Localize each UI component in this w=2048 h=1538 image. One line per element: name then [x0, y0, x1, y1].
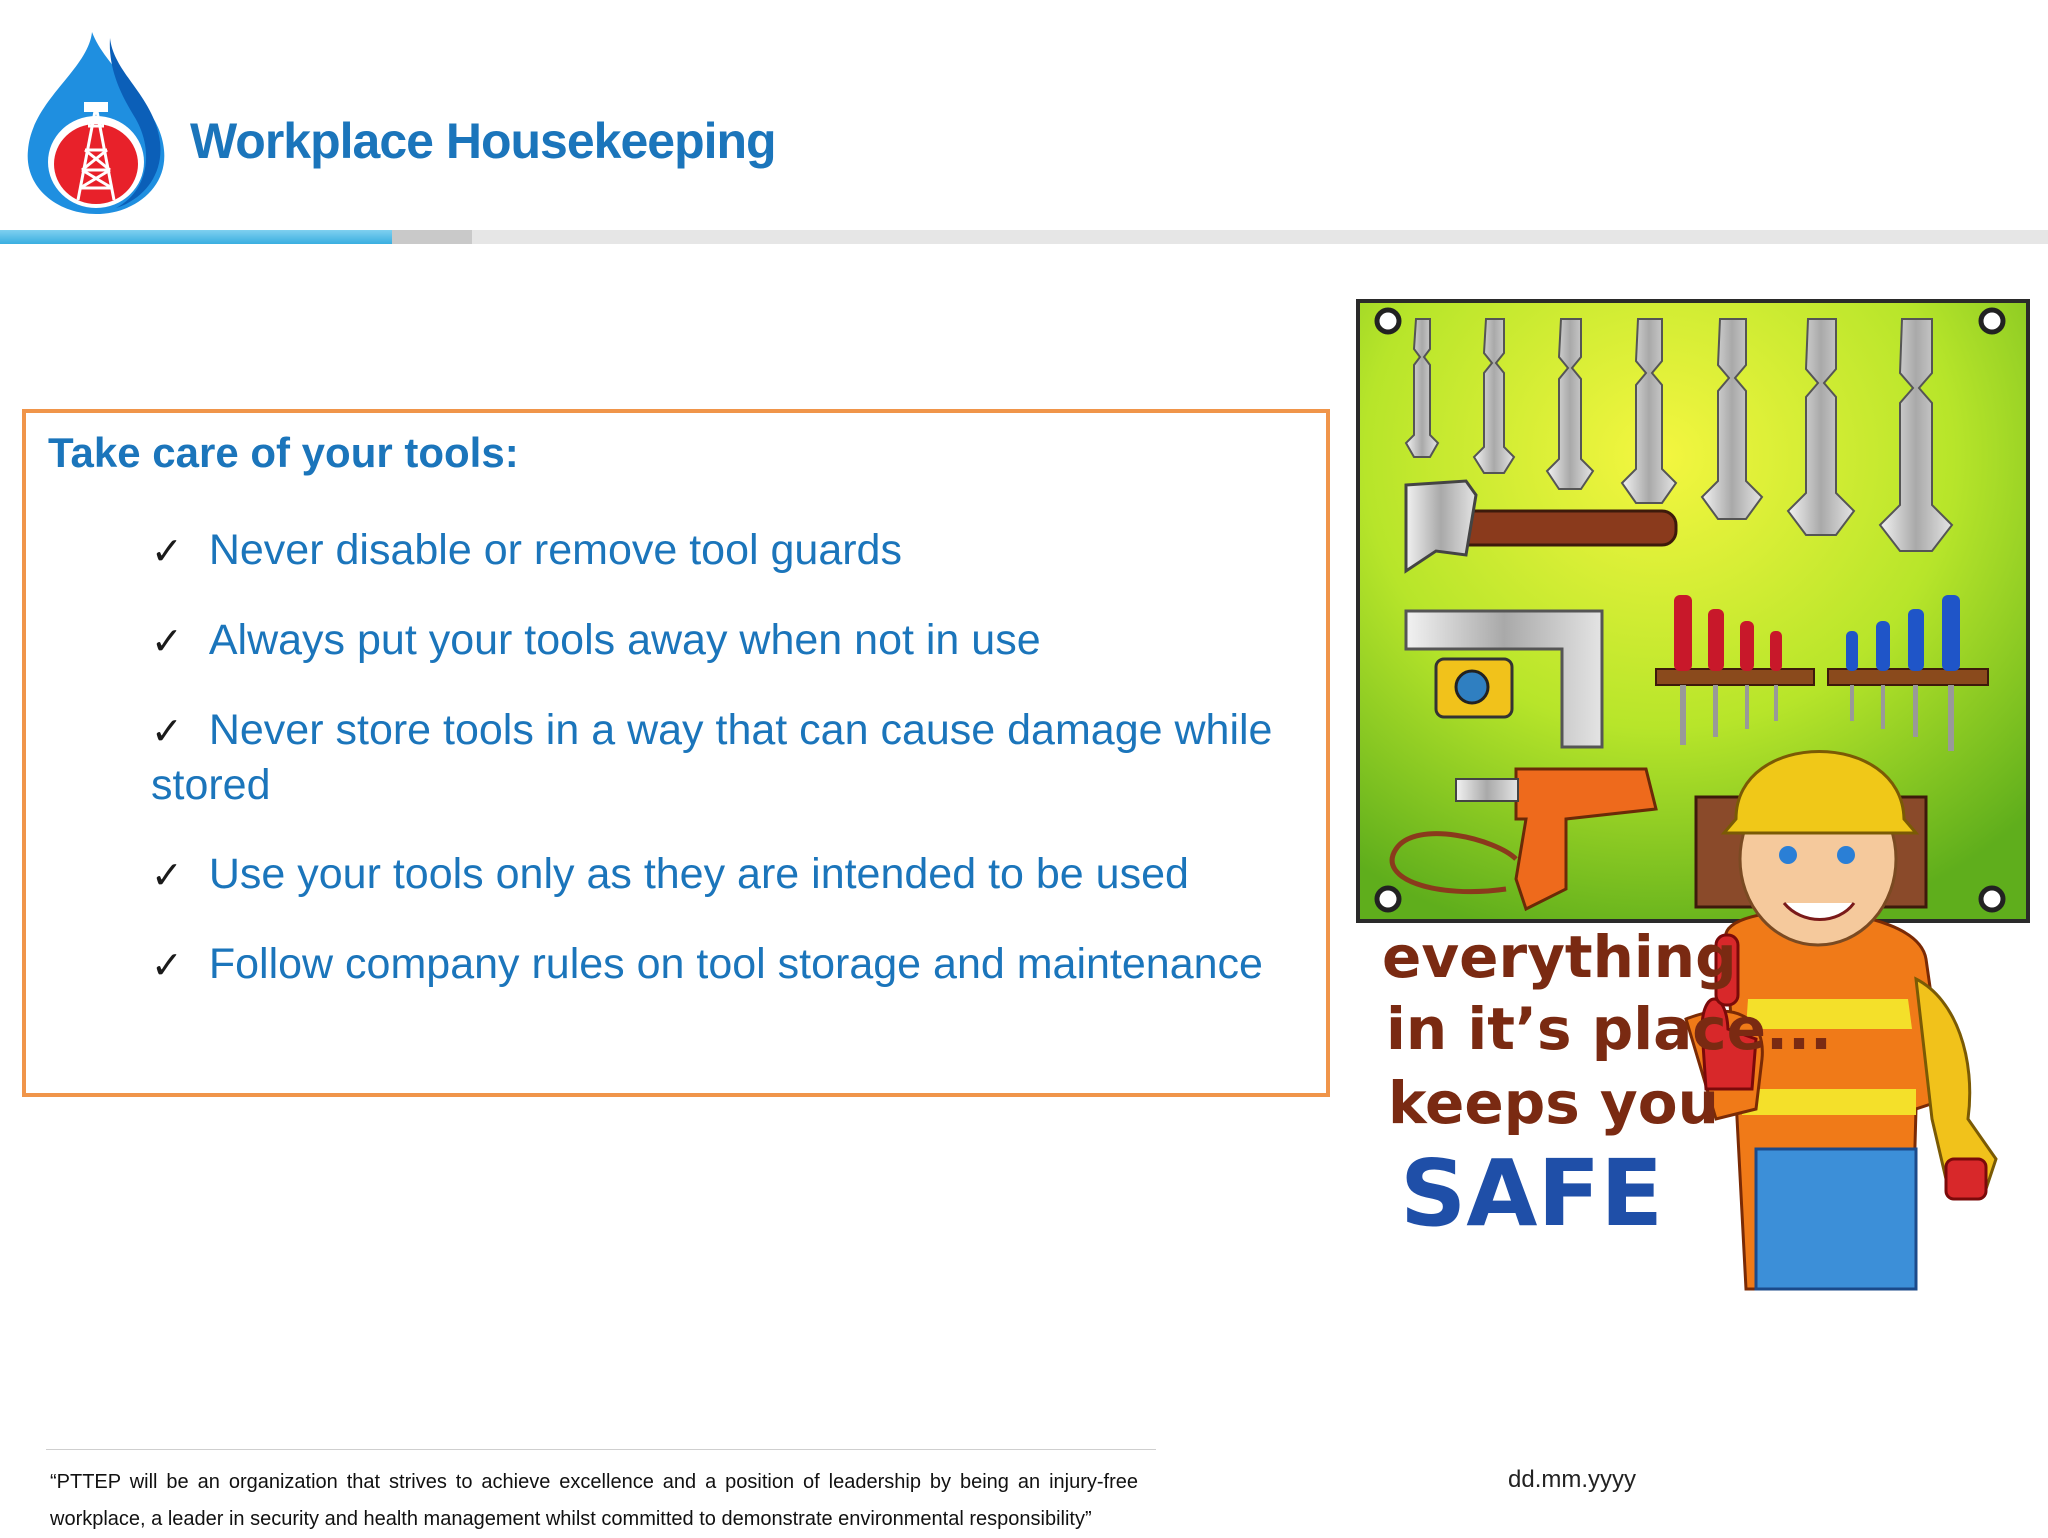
slogan-line-4: SAFE	[1400, 1140, 1664, 1247]
company-logo-icon	[22, 30, 172, 216]
checkmark-icon: ✓	[151, 619, 183, 663]
checkmark-icon: ✓	[151, 943, 183, 987]
list-item-text: Never store tools in a way that can cause damage while stored	[151, 706, 1273, 809]
list-item	[151, 703, 1311, 812]
list-item-text: Always put your tools away when not in use	[208, 616, 1041, 664]
footer-divider	[46, 1449, 1156, 1450]
checkmark-icon: ✓	[151, 853, 183, 897]
list-item	[151, 937, 1311, 992]
list-item-text: Follow company rules on tool storage and maintenance	[208, 940, 1263, 988]
slogan-line-1: everything	[1382, 923, 1737, 991]
header-divider	[0, 230, 2048, 244]
list-item	[151, 523, 1311, 578]
page-title: Workplace Housekeeping	[190, 113, 776, 169]
list-item	[151, 613, 1311, 668]
box-heading: Take care of your tools:	[48, 429, 519, 476]
footer-date: dd.mm.yyyy	[1508, 1466, 1637, 1493]
list-item-text: Use your tools only as they are intended to be used	[208, 850, 1189, 898]
list-item	[151, 847, 1311, 902]
footer-mission-quote: “PTTEP will be an organization that strives to achieve excellence and a position of leadership by being an injury-free workplace, a leader in security and health management whilst committed to demonstrate environmental responsibility”	[50, 1471, 1138, 1530]
tool-care-list	[151, 523, 1311, 1027]
slogan-line-3: keeps you	[1388, 1069, 1719, 1137]
checkmark-icon: ✓	[151, 709, 183, 753]
slogan-line-2: in it’s place...	[1386, 995, 1833, 1063]
checkmark-icon: ✓	[151, 529, 183, 573]
list-item-text: Never disable or remove tool guards	[208, 526, 902, 574]
safety-poster-illustration	[1356, 299, 2030, 1291]
tool-care-box	[22, 409, 1330, 1097]
